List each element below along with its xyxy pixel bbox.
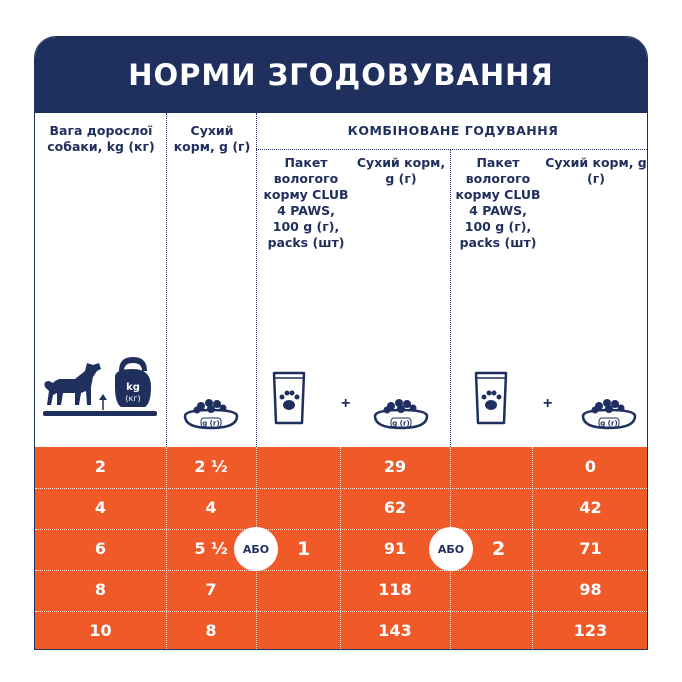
weight-cell: 4 [94, 498, 107, 517]
combined-feeding-header: КОМБІНОВАНЕ ГОДУВАННЯ [347, 123, 559, 138]
or-badge-1 [234, 527, 278, 571]
opt1-dry-cell: 91 [383, 539, 407, 558]
bowl-label: g (г) [392, 419, 410, 428]
kettlebell-label-kg-ua: (кг) [125, 394, 141, 403]
dry-column-header: Сухий корм, g (г) [173, 123, 251, 154]
wet-pack-header-2: Пакет вологого корму CLUB 4 PAWS, 100 g (г), packs (шт) [455, 155, 541, 250]
bowl-label: g (г) [202, 419, 220, 428]
opt1-dry-cell: 62 [383, 498, 407, 517]
dry-cell: 2 ½ [194, 457, 228, 476]
kettlebell-label-kg: kg [126, 382, 140, 393]
col-divider-3 [450, 149, 451, 447]
feeding-data-table [35, 447, 647, 650]
opt2-dry-cell: 71 [579, 539, 602, 558]
wet-packs-option-1: 1 [297, 538, 311, 560]
opt1-dry-cell: 118 [378, 580, 412, 599]
wet-pack-icon-1 [271, 367, 307, 427]
dog-weight-icon [41, 357, 161, 437]
weight-cell: 2 [94, 457, 107, 476]
or-label: АБО [437, 542, 465, 556]
opt1-dry-cell: 29 [383, 457, 407, 476]
opt1-dry-cell: 143 [378, 621, 412, 640]
weight-cell: 8 [94, 580, 107, 599]
dry-combined-header-1: Сухий корм, g (г) [356, 155, 446, 186]
or-badge-2 [429, 527, 473, 571]
table-title: НОРМИ ЗГОДОВУВАННЯ [128, 58, 554, 92]
opt2-dry-cell: 42 [579, 498, 602, 517]
bowl-label: g (г) [600, 419, 618, 428]
opt2-dry-cell: 98 [579, 580, 602, 599]
weight-cell: 6 [94, 539, 107, 558]
dry-cell: 7 [205, 580, 217, 599]
opt2-dry-cell: 123 [573, 621, 608, 640]
dry-combined-header-2: Сухий корм, g (г) [545, 155, 647, 186]
table-header-bar [35, 37, 647, 113]
feeding-table-card [34, 36, 648, 650]
wet-pack-header-1: Пакет вологого корму CLUB 4 PAWS, 100 g (г), packs (шт) [263, 155, 349, 250]
bowl-icon [371, 394, 431, 434]
or-label: АБО [242, 542, 270, 556]
plus-sign-1: + [341, 395, 351, 412]
weight-column-header: Вага дорослої собаки, kg (кг) [47, 123, 155, 154]
combined-divider [256, 149, 648, 150]
weight-cell: 10 [89, 621, 112, 640]
col-divider-1 [166, 113, 167, 447]
dry-cell: 8 [205, 621, 217, 640]
plus-sign-2: + [543, 395, 553, 412]
wet-packs-option-2: 2 [492, 538, 506, 560]
col-divider-2 [256, 113, 257, 447]
opt2-dry-cell: 0 [584, 457, 597, 476]
bowl-icon [579, 394, 639, 434]
wet-pack-icon-2 [473, 367, 509, 427]
dry-cell: 4 [205, 498, 217, 517]
dry-cell: 5 ½ [194, 539, 228, 558]
bowl-icon [181, 394, 241, 434]
